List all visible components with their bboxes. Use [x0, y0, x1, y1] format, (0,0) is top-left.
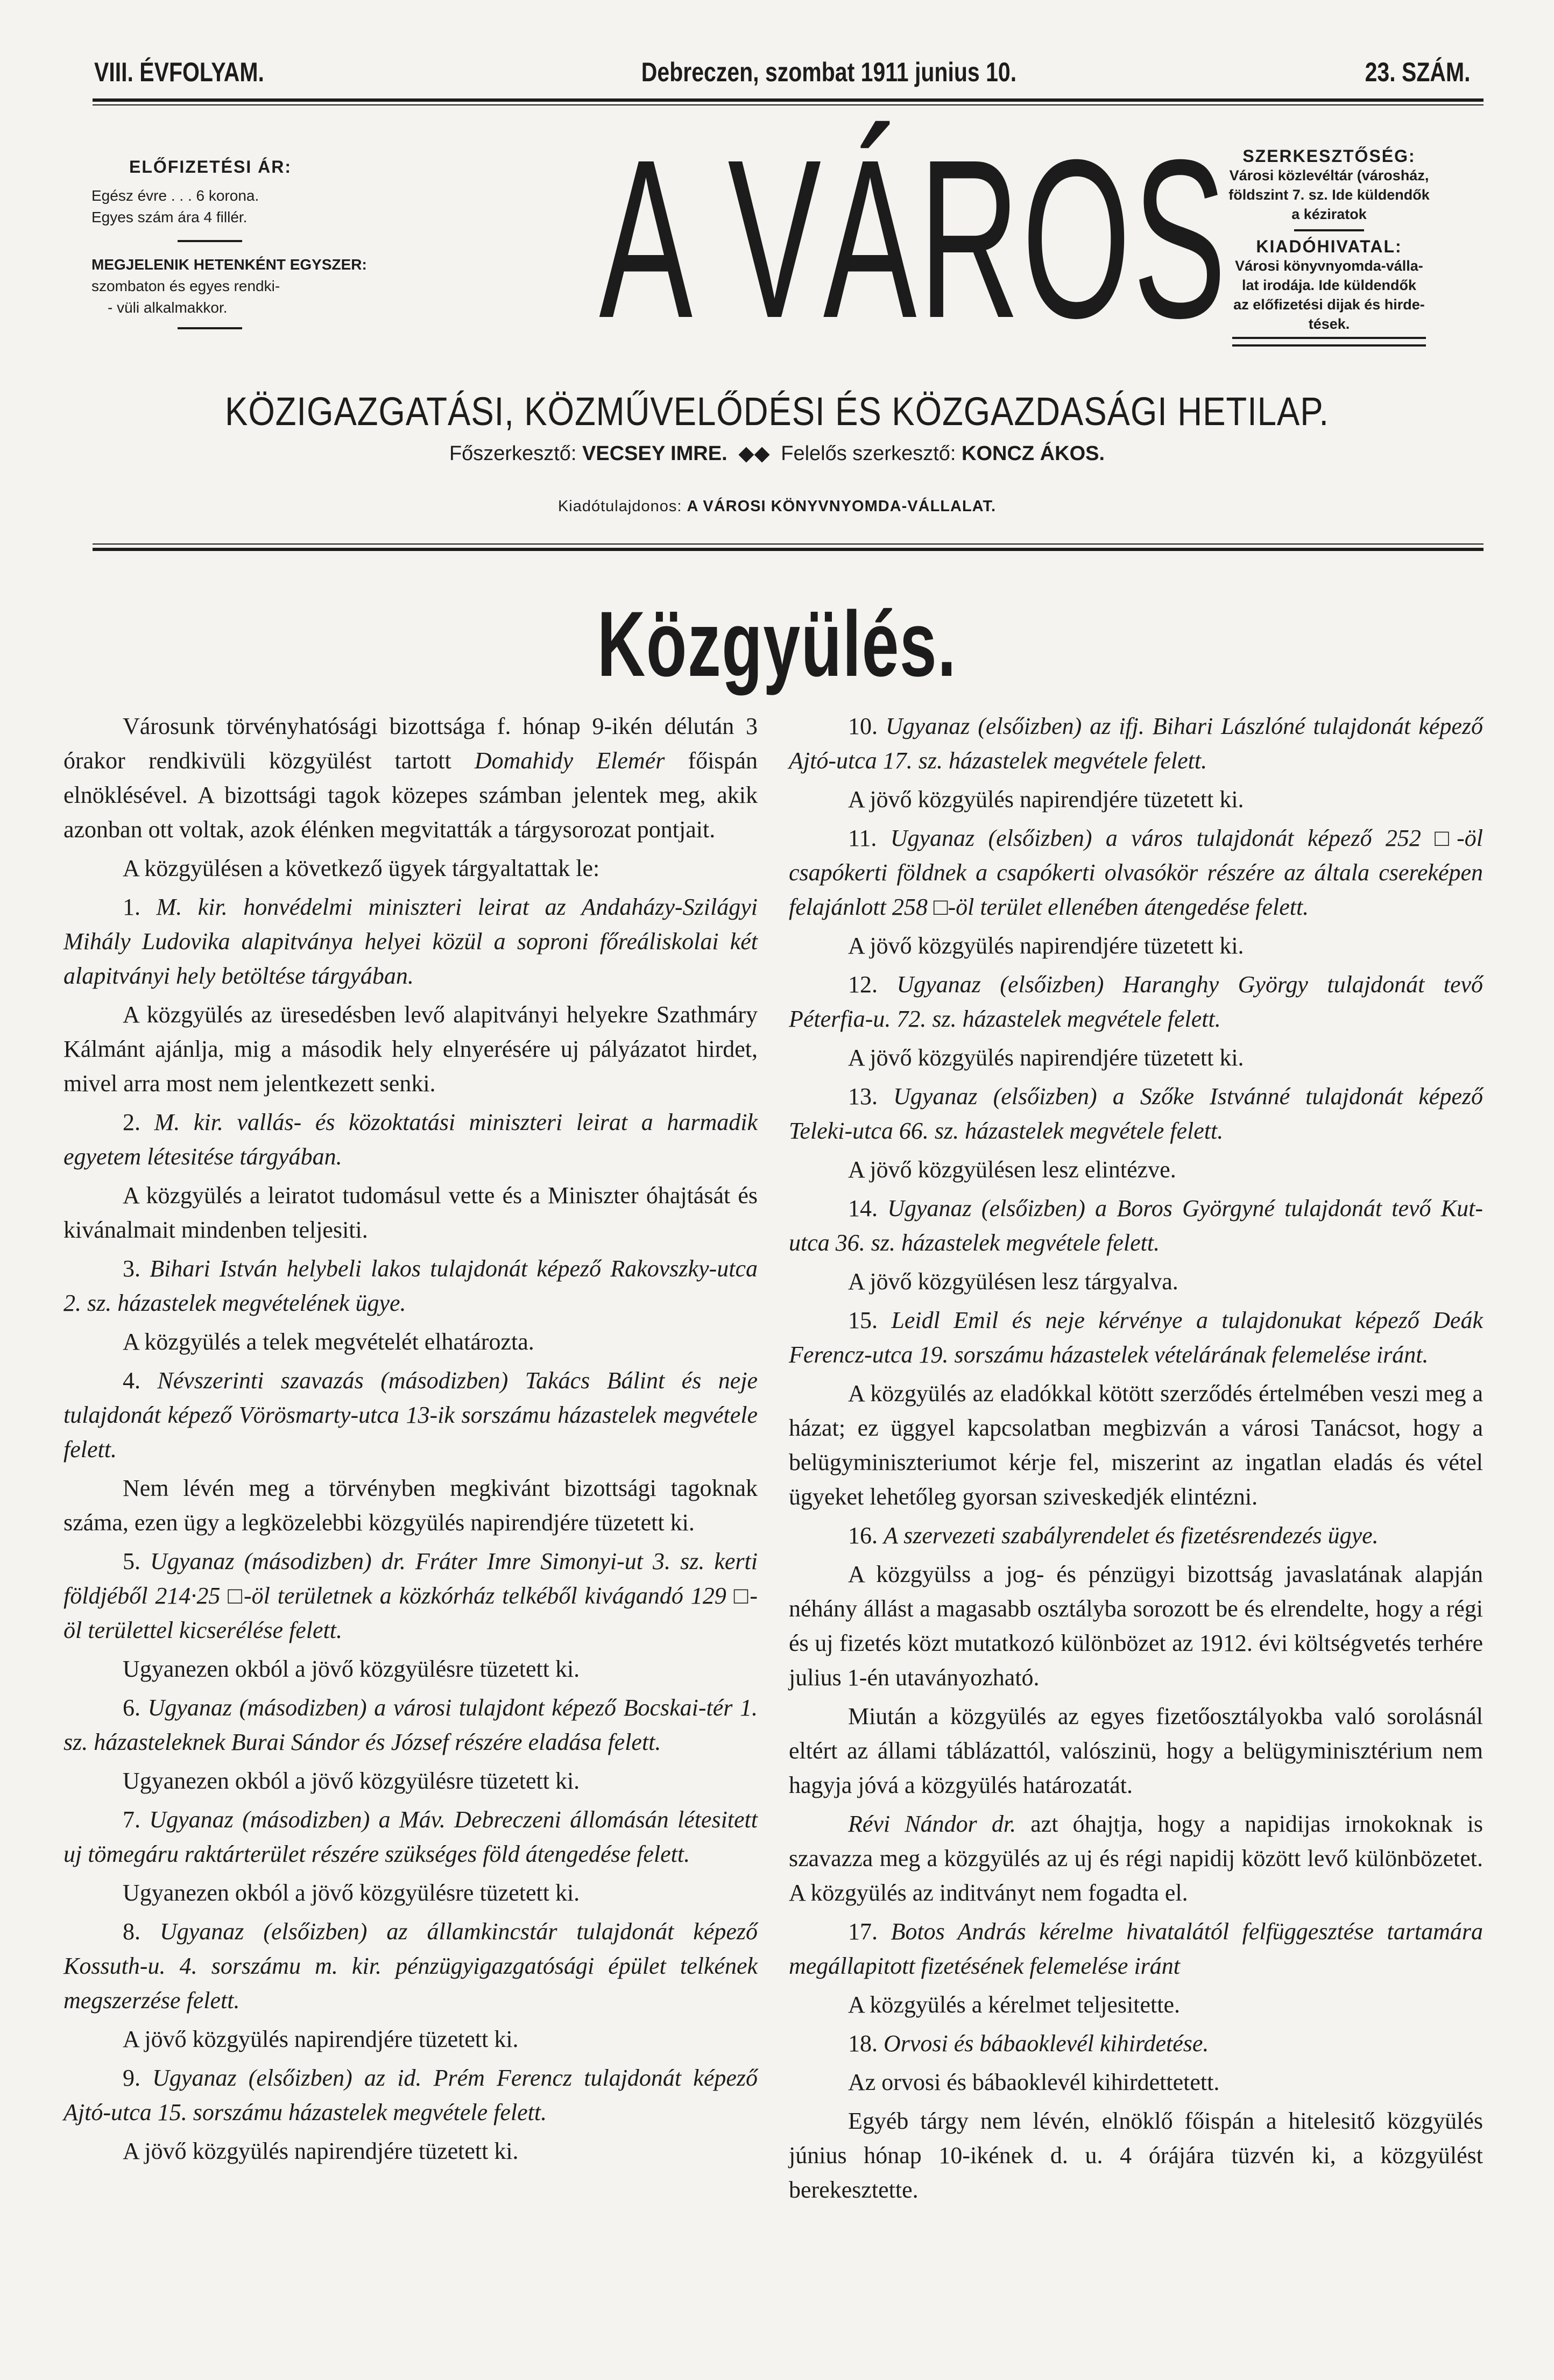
- double-divider: [1232, 337, 1426, 347]
- paragraph: Révi Nándor dr. azt óhajtja, hogy a napidijas irnokoknak is szavazza meg a közgyülés az uj és régi napidij között levő különbözetet. A közgyülés az inditványt nem fogadta el.: [789, 1811, 1483, 1906]
- newspaper-title: [406, 113, 1228, 366]
- separator-diamonds: ◆◆: [738, 442, 770, 465]
- paragraph: A közgyülés a leiratot tudomásul vette és a Miniszter óhajtását és kivánalmait mindenben teljesiti.: [63, 1182, 758, 1243]
- subscription-box: [91, 156, 393, 341]
- article-heading-text: Közgyülés.: [597, 592, 957, 696]
- editorial-office-box: [1189, 146, 1469, 347]
- issue-number: 23. SZÁM.: [1365, 57, 1471, 87]
- paragraph: A közgyülés a telek megvételét elhatározta.: [123, 1329, 534, 1355]
- agenda-item-9: 9. Ugyanaz (elsőizben) az id. Prém Ferencz tulajdonát képező Ajtó-utca 15. sorszámu házastelek megvétele felett.: [63, 2065, 758, 2125]
- left-column: [63, 709, 758, 2173]
- agenda-item-16: 16. A szervezeti szabályrendelet és fizetésrendezés ügye.: [848, 1522, 1379, 1549]
- divider: [178, 327, 242, 329]
- publisher-line: az előfizetési dijak és hirde-: [1233, 296, 1425, 313]
- paragraph: Egyéb tárgy nem lévén, elnöklő főispán a hitelesitő közgyülés június hónap 10-ikének d. u. 4 órájára tüzvén ki, a közgyülést berekesztette.: [789, 2108, 1483, 2203]
- paragraph: A jövő közgyülés napirendjére tüzetett ki.: [848, 1044, 1244, 1071]
- paragraph: Ugyanezen okból a jövő közgyülésre tüzetett ki.: [123, 1880, 580, 1906]
- agenda-item-12: 12. Ugyanaz (elsőizben) Haranghy György tulajdonát tevő Péterfia-u. 72. sz. házastelek megvétele felett.: [789, 971, 1484, 1032]
- divider: [1294, 229, 1364, 231]
- top-rule-thick: [93, 98, 1484, 102]
- paragraph: A közgyülés a kérelmet teljesitette.: [848, 1991, 1181, 2018]
- agenda-item-18: 18. Orvosi és bábaoklevél kihirdetése.: [848, 2030, 1209, 2057]
- price-year: Egész évre . . . 6 korona.: [91, 187, 259, 204]
- masthead-rule-thick: [93, 548, 1484, 551]
- agenda-item-17: 17. Botos András kérelme hivatalától felfüggesztése tartamára megállapitott fizetésének felemelése iránt: [789, 1918, 1484, 1979]
- paragraph: A jövő közgyülés napirendjére tüzetett ki.: [848, 933, 1244, 959]
- editorial-line: Városi közlevéltár (városház,: [1229, 167, 1429, 183]
- paragraph: A jövő közgyülés napirendjére tüzetett ki.: [123, 2138, 519, 2164]
- agenda-item-4: 4. Névszerinti szavazás (másodizben) Takács Bálint és neje tulajdonát képező Vörösmarty-utca 13-ik sorszámu házastelek megvétele felett.: [63, 1367, 758, 1463]
- agenda-item-1: 1. M. kir. honvédelmi miniszteri leirat az Andaházy-Szilágyi Mihály Ludovika alapitványa helyei közül a soproni főreáliskolai két alapitványi hely betöltése tárgyában.: [63, 894, 758, 989]
- agenda-item-11: 11. Ugyanaz (elsőizben) a város tulajdonát képező 252 □-öl csapókerti földnek a csapókerti olvasókör részére az általa csereképen felajánlott 258 □-öl terület ellenében átengedése felett.: [789, 825, 1483, 920]
- publisher-line: tések.: [1308, 316, 1350, 332]
- masthead-rule-thin: [93, 543, 1484, 545]
- article-heading: [0, 591, 1554, 697]
- paragraph: A közgyülss a jog- és pénzügyi bizottság javaslatának alapján néhány állást a magasabb osztályba sorozott be és elrendelte, hogy a régi és uj fizetés közt mutatkozó különbözet az 1912. évi költségvetés terhére julius 1-én utaványozható.: [789, 1561, 1483, 1691]
- chief-editor: VECSEY IMRE.: [582, 442, 727, 465]
- subscription-heading: ELŐFIZETÉSI ÁR:: [129, 157, 292, 176]
- editorial-line: földszint 7. sz. Ide küldendők: [1228, 187, 1430, 203]
- responsible-editor: KONCZ ÁKOS.: [962, 442, 1105, 465]
- agenda-item-3: 3. Bihari István helybeli lakos tulajdonát képező Rakovszky-utca 2. sz. házastelek megvételének ügye.: [63, 1255, 758, 1316]
- agenda-item-2: 2. M. kir. vallás- és közoktatási miniszteri leirat a harmadik egyetem létesitése tárgyában.: [63, 1109, 758, 1170]
- paragraph: A jövő közgyülésen lesz elintézve.: [848, 1156, 1176, 1183]
- editorial-line: a kéziratok: [1291, 206, 1367, 222]
- editors-line: [0, 441, 1554, 465]
- paragraph: Városunk törvényhatósági bizottsága f. hónap 9-ikén délután 3 órakor rendkivüli közgyülést tartott Domahidy Elemér főispán elnöklésével. A bizottsági tagok közepes számban jelentek meg, akik azonban ott voltak, azok élénken megvitatták a tárgysorozat pontjait.: [63, 713, 758, 843]
- publisher-heading: KIADÓHIVATAL:: [1256, 237, 1402, 256]
- agenda-item-5: 5. Ugyanaz (másodizben) dr. Fráter Imre Simonyi-ut 3. sz. kerti földjéből 214·25 □-öl területnek a közkórház telkéből kivágandó 129 □-öl területtel kicserélése felett.: [63, 1548, 758, 1643]
- subtitle-text: KÖZIGAZGATÁSI, KÖZMŰVELŐDÉSI ÉS KÖZGAZDASÁGI HETILAP.: [225, 389, 1329, 434]
- right-column: [789, 709, 1483, 2212]
- publisher-line: Városi könyvnyomda-válla-: [1235, 258, 1423, 274]
- paragraph: A jövő közgyülésen lesz tárgyalva.: [848, 1268, 1178, 1295]
- divider: [178, 240, 242, 242]
- dateline-bar: [94, 57, 1510, 94]
- paragraph: Ugyanezen okból a jövő közgyülésre tüzetett ki.: [123, 1768, 580, 1794]
- agenda-item-13: 13. Ugyanaz (elsőizben) a Szőke Istvánné tulajdonát képező Teleki-utca 66. sz. házastelek megvétele felett.: [789, 1083, 1483, 1144]
- agenda-item-7: 7. Ugyanaz (másodizben) a Máv. Debreczeni állomásán létesitett uj tömegáru raktárterület részére szükséges föld átengedése felett.: [63, 1806, 758, 1867]
- responsible-editor-label: Felelős szerkesztő:: [781, 442, 956, 465]
- paragraph: A közgyülésen a következő ügyek tárgyaltattak le:: [123, 855, 600, 881]
- paragraph: A közgyülés az üresedésben levő alapitványi helyekre Szathmáry Kálmánt ajánlja, mig a második hely elnyerésére uj pályázatot hirdet, mivel arra most nem jelentkezett senki.: [63, 1001, 758, 1097]
- frequency-line-2: - vüli alkalmakkor.: [108, 299, 228, 316]
- agenda-item-6: 6. Ugyanaz (másodizben) a városi tulajdont képező Bocskai-tér 1. sz. házasteleknek Burai Sándor és József részére eladása felett.: [63, 1694, 758, 1755]
- paragraph: Az orvosi és bábaoklevél kihirdettetett.: [848, 2069, 1220, 2095]
- owner-label: Kiadótulajdonos:: [557, 498, 682, 515]
- agenda-item-10: 10. Ugyanaz (elsőizben) az ifj. Bihari Lászlóné tulajdonát képező Ajtó-utca 17. sz. házastelek megvétele felett.: [789, 713, 1484, 774]
- dateline: Debreczen, szombat 1911 junius 10.: [641, 57, 1017, 87]
- owner: A VÁROSI KÖNYVNYOMDA-VÁLLALAT.: [687, 498, 997, 515]
- agenda-item-14: 14. Ugyanaz (elsőizben) a Boros Györgyné tulajdonát tevő Kut-utca 36. sz. házastelek megvétele felett.: [789, 1195, 1483, 1256]
- owner-line: [0, 498, 1554, 515]
- paragraph: Nem lévén meg a törvényben megkivánt bizottsági tagoknak száma, ezen ügy a legközelebbi közgyülés napirendjére tüzetett ki.: [63, 1475, 758, 1536]
- title-text: A VÁROS: [599, 113, 1228, 365]
- top-rule-thin: [93, 104, 1484, 105]
- frequency-heading: MEGJELENIK HETENKÉNT EGYSZER:: [91, 256, 367, 273]
- editorial-heading: SZERKESZTŐSÉG:: [1242, 146, 1416, 166]
- agenda-item-15: 15. Leidl Emil és neje kérvénye a tulajdonukat képező Deák Ferencz-utca 19. sorszámu házastelek vételárának felemelése iránt.: [789, 1307, 1483, 1368]
- paragraph: Miután a közgyülés az egyes fizetőosztályokba való sorolásnál eltért az állami táblázattól, valószinü, hogy a belügyminisztérium nem hagyja jóvá a közgyülés határozatát.: [789, 1703, 1483, 1798]
- subtitle: [0, 389, 1554, 434]
- paragraph: Ugyanezen okból a jövő közgyülésre tüzetett ki.: [123, 1656, 580, 1682]
- agenda-item-8: 8. Ugyanaz (elsőizben) az államkincstár tulajdonát képező Kossuth-u. 4. sorszámu m. kir. pénzügyigazgatósági épület telkének megszerzése felett.: [63, 1918, 758, 2014]
- paragraph: A közgyülés az eladókkal kötött szerződés értelmében veszi meg a házat; ez üggyel kapcsolatban megbizván a városi Tanácsot, hogy a belügyminiszteriumot kérje fel, miszerint az ingatlan eladás és vétel ügyeket lehetőleg gyorsan sziveskedjék elintézni.: [789, 1380, 1483, 1510]
- price-single: Egyes szám ára 4 fillér.: [91, 209, 248, 225]
- chief-editor-label: Főszerkesztő:: [449, 442, 577, 465]
- paragraph: A jövő közgyülés napirendjére tüzetett ki.: [123, 2026, 519, 2052]
- frequency-line: szombaton és egyes rendki-: [91, 278, 280, 294]
- volume-label: VIII. ÉVFOLYAM.: [94, 57, 264, 87]
- publisher-line: lat irodája. Ide küldendők: [1241, 277, 1417, 293]
- paragraph: A jövő közgyülés napirendjére tüzetett ki.: [848, 786, 1244, 813]
